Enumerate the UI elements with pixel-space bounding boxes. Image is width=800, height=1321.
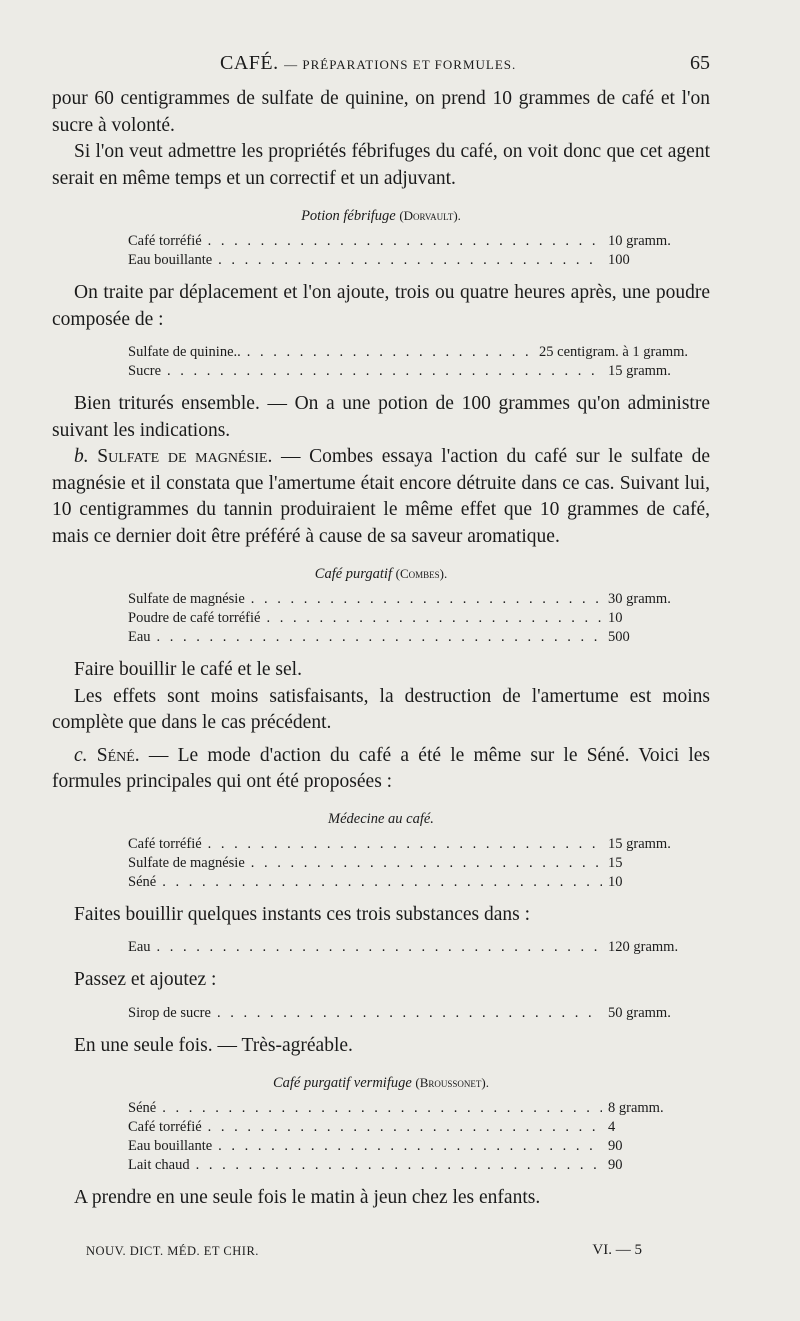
formula-poudre: [52, 343, 710, 381]
formula-vermifuge: [52, 1099, 710, 1175]
ingredient-row: Eau bouillante . . . 100: [52, 251, 710, 270]
ingredient-row: Sucre . . . 15 gramm.: [52, 362, 710, 381]
section-heading-sene: Séné.: [96, 744, 140, 766]
ingredient-row: Sulfate de magnésie . . . 30 gramm.: [52, 590, 710, 609]
ingredient-row: Eau . . . 120 gramm.: [52, 938, 710, 957]
ingredient-row: Séné . . . 10: [52, 873, 710, 892]
ingredient-row: Poudre de café torréfié . . . 10: [52, 609, 710, 628]
formula-title-cafe-purgatif: Café purgatif (Combes).: [314, 566, 448, 582]
paragraph-5: b. Sulfate de magnésie. — Combes essaya l'action du café sur le sulfate de magnésie et il constata que l'amertume était encore détruite dans ce cas. Suivant lui, 10 centigrammes du tannin produiraient le même effet que 10 grammes de café, mais ce dernier doit être préféré à cause de sa saveur aromatique.: [52, 446, 711, 547]
paragraph-1: pour 60 centigrammes de sulfate de quinine, on prend 10 grammes de café et l'on sucre à volonté.: [52, 88, 710, 136]
paragraph-8: c. Séné. — Le mode d'action du café a été le même sur le Séné. Voici les formules principales qui ont été proposées :: [52, 744, 711, 792]
ingredient-row: Café torréfié . . . 4: [52, 1118, 710, 1137]
ingredient-row: Eau . . . 500: [52, 628, 710, 647]
section-heading-sulfate: Sulfate de magnésie.: [97, 446, 273, 467]
paragraph-10: Passez et ajoutez :: [74, 969, 217, 990]
header-title: CAFÉ. — PRÉPARATIONS ET FORMULES.: [220, 52, 517, 74]
ingredient-row: Eau bouillante . . . 90: [52, 1137, 710, 1156]
paragraph-4: Bien triturés ensemble. — On a une potion de 100 grammes qu'on administre suivant les indications.: [52, 393, 710, 441]
paragraph-7: Les effets sont moins satisfaisants, la destruction de l'amertume est moins complète que dans le cas précédent.: [52, 685, 710, 733]
formula-eau: [52, 938, 710, 957]
paragraph-3: On traite par déplacement et l'on ajoute, trois ou quatre heures après, une poudre composée de :: [52, 282, 710, 330]
ingredient-row: Café torréfié . . . 15 gramm.: [52, 835, 710, 854]
paragraph-2: Si l'on veut admettre les propriétés fébrifuges du café, on voit donc que cet agent serait en même temps et un correctif et un adjuvant.: [52, 141, 710, 189]
running-header: [52, 52, 710, 78]
header-section: — PRÉPARATIONS ET FORMULES.: [284, 57, 517, 72]
ingredient-row: Sulfate de magnésie . . . 15: [52, 854, 710, 873]
ingredient-row: Café torréfié . . . 10 gramm.: [52, 232, 710, 251]
ingredient-row: Séné . . . 8 gramm.: [52, 1099, 710, 1118]
paragraph-11: En une seule fois. — Très-agréable.: [74, 1034, 353, 1056]
formula-title-medecine: Médecine au café.: [328, 810, 434, 827]
formula-medecine: [52, 835, 710, 892]
ingredient-row: Sulfate de quinine.. . . . 25 centigram. à 1 gramm.: [52, 343, 710, 362]
formula-cafe-purgatif: [52, 590, 710, 647]
formula-title-potion: Potion fébrifuge (Dorvault).: [301, 208, 461, 224]
ingredient-row: Sirop de sucre . . . 50 gramm.: [52, 1004, 710, 1023]
page-body: [52, 86, 710, 1212]
formula-sirop: [52, 1004, 710, 1023]
formula-title-vermifuge: Café purgatif vermifuge (Broussonet).: [272, 1075, 490, 1091]
paragraph-12: A prendre en une seule fois le matin à jeun chez les enfants.: [74, 1187, 541, 1208]
footer-signature: NOUV. DICT. MÉD. ET CHIR.: [86, 1244, 259, 1258]
formula-potion: [52, 232, 710, 270]
paragraph-9: Faites bouillir quelques instants ces trois substances dans :: [74, 903, 531, 925]
page-number: 65: [690, 52, 710, 74]
footer-sheet-number: VI. — 5: [592, 1242, 642, 1258]
paragraph-6: Faire bouillir le café et le sel.: [74, 659, 302, 680]
ingredient-row: Lait chaud . . . 90: [52, 1156, 710, 1175]
